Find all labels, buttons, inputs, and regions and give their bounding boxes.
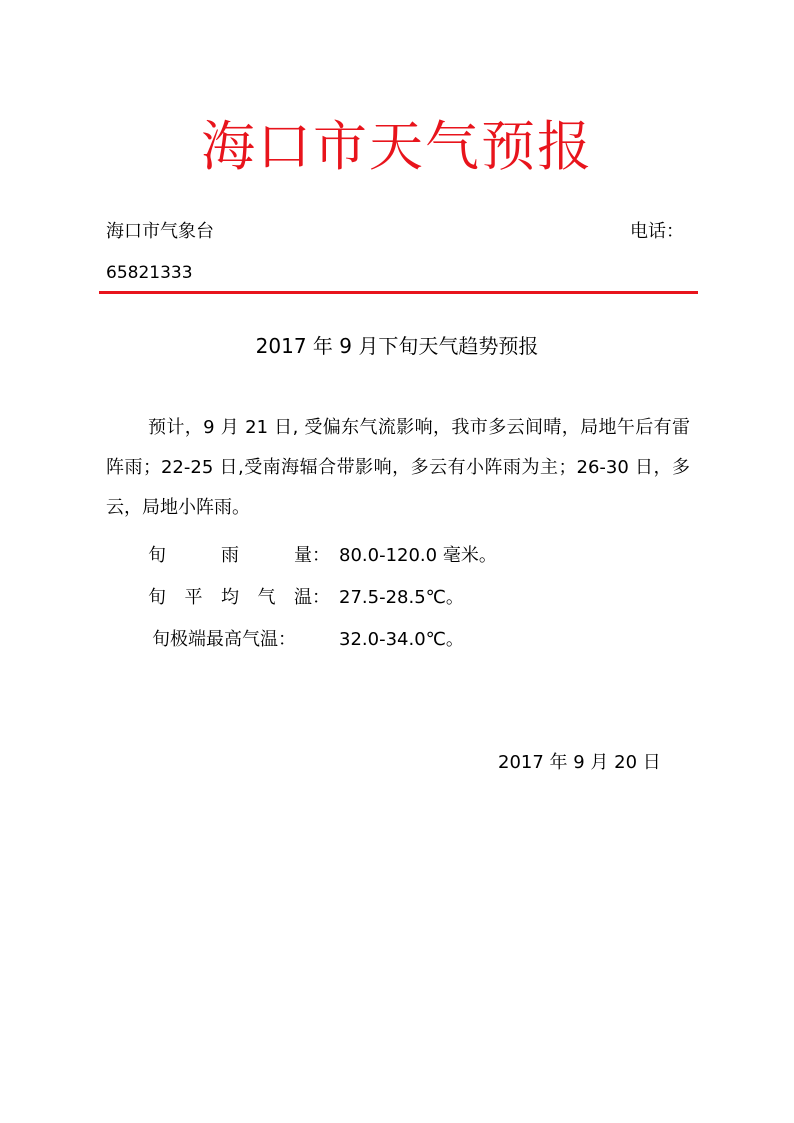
- stat-label-char: 旬: [148, 587, 166, 608]
- stat-rainfall-label: [148, 541, 330, 571]
- issue-date: 2017 年 9 月 20 日: [498, 752, 661, 773]
- report-heading: 2017 年 9 月下旬天气趋势预报: [255, 334, 539, 358]
- stat-label-char: 气: [257, 587, 276, 608]
- header-divider: [99, 291, 698, 294]
- forecast-paragraph: 预计，9 月 21 日, 受偏东气流影响，我市多云间晴，局地午后有雷阵雨；22-25 日,受南海辐合带影响，多云有小阵雨为主；26-30 日，多云，局地小阵雨。: [106, 417, 690, 518]
- stat-label-char: 雨: [221, 545, 239, 566]
- stat-max-temp-label: 旬极端最高气温：: [152, 629, 296, 650]
- page-title: 海口市天气预报: [201, 115, 593, 178]
- issuer-name: 海口市气象台: [106, 221, 214, 242]
- stat-label-char: 平: [184, 587, 203, 608]
- stat-label-char: 均: [221, 587, 239, 608]
- stat-avg-temp-label: [148, 583, 330, 613]
- stat-label-char: 温：: [294, 587, 330, 608]
- stat-avg-temp-value: 27.5-28.5℃。: [339, 587, 464, 608]
- stat-max-temp-value: 32.0-34.0℃。: [339, 629, 464, 650]
- phone-label: 电话：: [630, 221, 684, 242]
- stat-label-char: 量：: [294, 545, 330, 566]
- phone-number: 65821333: [106, 263, 193, 283]
- stat-rainfall-value: 80.0-120.0 毫米。: [339, 545, 497, 566]
- stat-label-char: 旬: [148, 545, 166, 566]
